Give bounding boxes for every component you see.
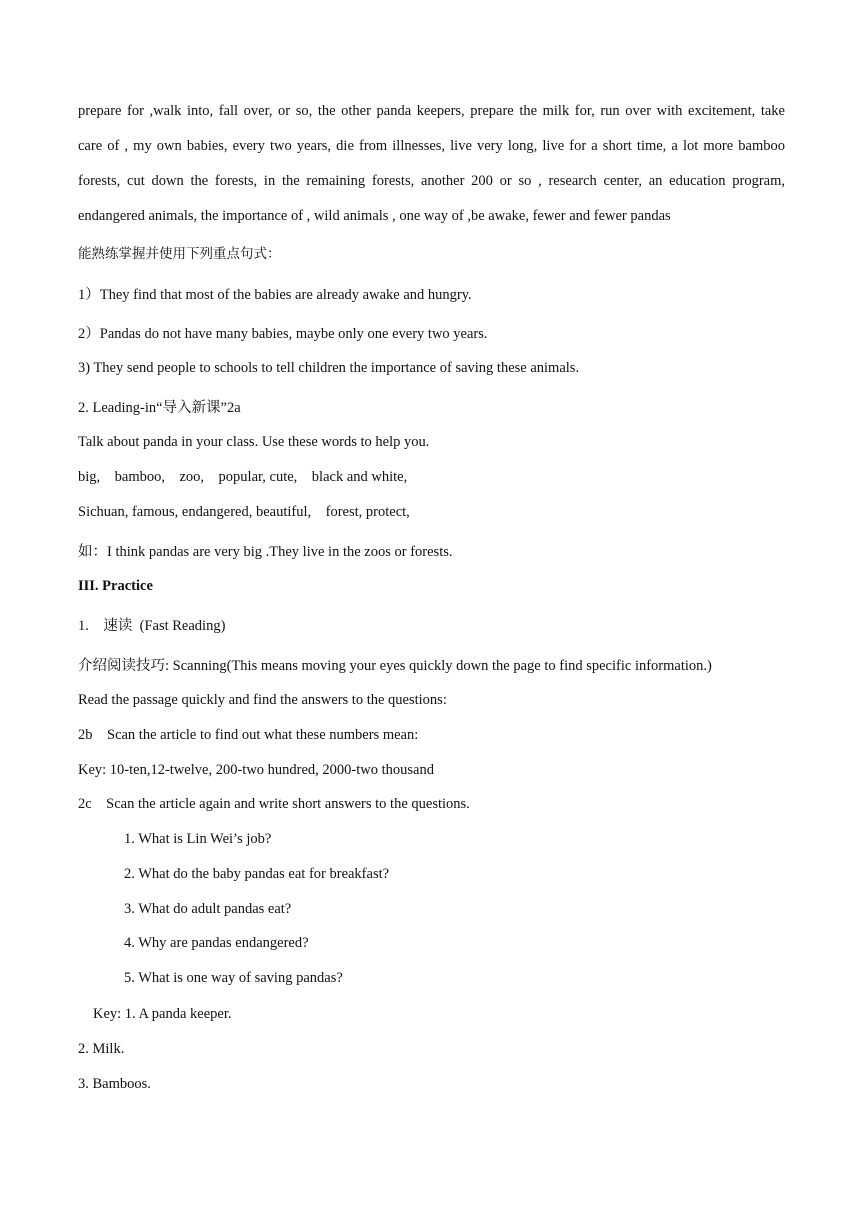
vocab-line: endangered animals, the importance of , wild animals , one way of ,be awake, fewer and fewer pandas bbox=[78, 208, 671, 224]
vocab-line: care of , my own babies, every two years, die from illnesses, live very long, live for a short time, a lot more bamboo bbox=[78, 138, 785, 154]
talk-prompt: Talk about panda in your class. Use these words to help you. bbox=[78, 434, 430, 450]
read-instruction: Read the passage quickly and find the answers to the questions: bbox=[78, 692, 447, 708]
practice-heading: III. Practice bbox=[78, 578, 153, 594]
key-2c: Key: 1. A panda keeper. bbox=[93, 1006, 232, 1022]
key-sentence-2: 2）Pandas do not have many babies, maybe only one every two years. bbox=[78, 326, 488, 342]
question-1: 1. What is Lin Wei’s job? bbox=[124, 831, 272, 847]
key-2b: Key: 10-ten,12-twelve, 200-two hundred, 2000-two thousand bbox=[78, 762, 434, 778]
reading-skill-intro: 介绍阅读技巧: Scanning(This means moving your eyes quickly down the page to find specific information.) bbox=[78, 658, 712, 674]
sentences-heading: 能熟练掌握并使用下列重点句式： bbox=[78, 246, 281, 262]
vocab-line: prepare for ,walk into, fall over, or so, the other panda keepers, prepare the milk for, run over with excitement, take bbox=[78, 103, 785, 119]
question-3: 3. What do adult pandas eat? bbox=[124, 901, 292, 917]
task-2b: 2b Scan the article to find out what these numbers mean: bbox=[78, 727, 419, 743]
key-sentence-1: 1）They find that most of the babies are already awake and hungry. bbox=[78, 287, 472, 303]
word-list-line-2: Sichuan, famous, endangered, beautiful, forest, protect, bbox=[78, 504, 410, 520]
example-sentence: 如：I think pandas are very big .They live in the zoos or forests. bbox=[78, 544, 453, 560]
answer-3: 3. Bamboos. bbox=[78, 1076, 151, 1092]
question-4: 4. Why are pandas endangered? bbox=[124, 935, 309, 951]
fast-reading-heading: 1. 速读 (Fast Reading) bbox=[78, 618, 226, 634]
leading-in-heading: 2. Leading-in“导入新课”2a bbox=[78, 400, 241, 416]
word-list-line-1: big, bamboo, zoo, popular, cute, black and white, bbox=[78, 469, 408, 485]
vocab-line: forests, cut down the forests, in the remaining forests, another 200 or so , research center, an education program, bbox=[78, 173, 785, 189]
answer-2: 2. Milk. bbox=[78, 1041, 125, 1057]
question-2: 2. What do the baby pandas eat for breakfast? bbox=[124, 866, 390, 882]
vocabulary-paragraph bbox=[78, 94, 785, 234]
key-sentence-3: 3) They send people to schools to tell children the importance of saving these animals. bbox=[78, 360, 580, 376]
task-2c: 2c Scan the article again and write short answers to the questions. bbox=[78, 796, 470, 812]
question-5: 5. What is one way of saving pandas? bbox=[124, 970, 343, 986]
